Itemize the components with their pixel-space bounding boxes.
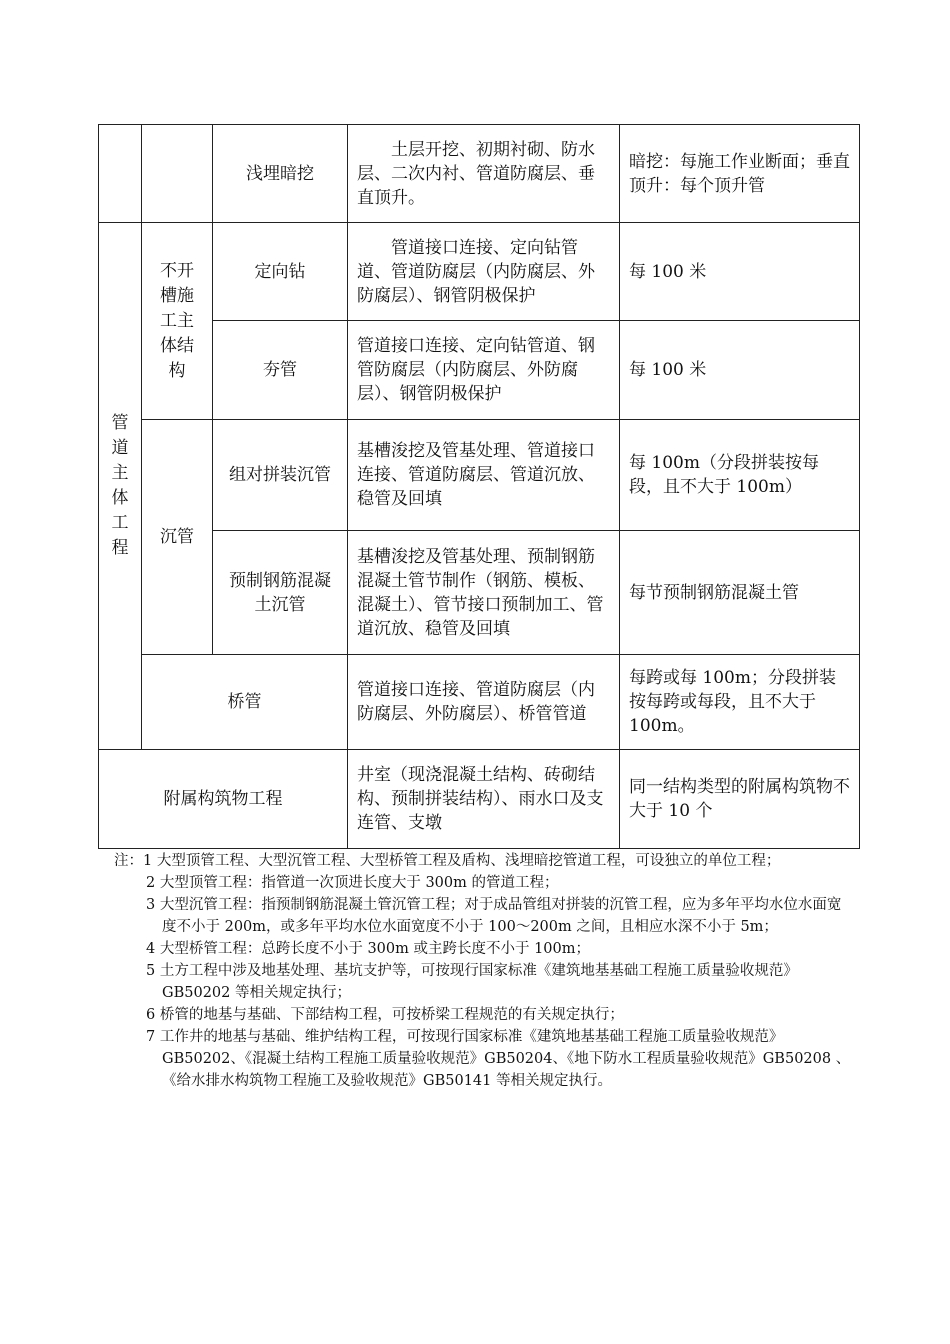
group-sinking-cell: 沉管 — [142, 420, 213, 655]
empty-cell — [99, 125, 142, 223]
item-cell: 夯管 — [213, 321, 348, 420]
item-cell: 浅埋暗挖 — [213, 125, 348, 223]
batch-cell: 每跨或每 100m；分段拼装按每跨或每段，且不大于 100m。 — [620, 655, 860, 750]
acceptance-table — [98, 124, 860, 849]
note-6: 6 桥管的地基与基础、下部结构工程，可按桥梁工程规范的有关规定执行； — [146, 1007, 624, 1023]
note-1: 注：1 大型顶管工程、大型沉管工程、大型桥管工程及盾构、浅埋暗挖管道工程，可设独立的单位工程； — [114, 853, 781, 869]
group-main-label: 管道主体工程 — [111, 413, 129, 558]
table-row — [99, 223, 860, 321]
item-cell: 组对拼装沉管 — [213, 420, 348, 531]
table-row — [99, 655, 860, 750]
content-cell: 井室（现浇混凝土结构、砖砌结构、预制拼装结构）、雨水口及支连管、支墩 — [348, 750, 620, 849]
item-cell: 附属构筑物工程 — [99, 750, 348, 849]
table-row — [99, 321, 860, 420]
note-4: 4 大型桥管工程：总跨长度不小于 300m 或主跨长度不小于 100m； — [146, 941, 591, 957]
table-notes — [114, 850, 854, 1092]
batch-cell: 暗挖：每施工作业断面；垂直顶升：每个顶升管 — [620, 125, 860, 223]
batch-cell: 同一结构类型的附属构筑物不大于 10 个 — [620, 750, 860, 849]
batch-cell: 每 100m（分段拼装按每段，且不大于 100m） — [620, 420, 860, 531]
content-cell: 基槽浚挖及管基处理、管道接口连接、管道防腐层、管道沉放、稳管及回填 — [348, 420, 620, 531]
content-cell: 管道接口连接、定向钻管道、管道防腐层（内防腐层、外防腐层）、钢管阴极保护 — [348, 223, 620, 321]
content-cell: 土层开挖、初期衬砌、防水层、二次内衬、管道防腐层、垂直顶升。 — [348, 125, 620, 223]
group-main-cell — [99, 223, 142, 750]
table-row — [99, 420, 860, 531]
group-trenchless-cell — [142, 223, 213, 420]
content-cell: 管道接口连接、定向钻管道、钢管防腐层（内防腐层、外防腐层）、钢管阴极保护 — [348, 321, 620, 420]
content-cell: 基槽浚挖及管基处理、预制钢筋混凝土管节制作（钢筋、模板、混凝土）、管节接口预制加工、管道沉放、稳管及回填 — [348, 531, 620, 655]
empty-cell — [142, 125, 213, 223]
table-row — [99, 531, 860, 655]
batch-cell: 每 100 米 — [620, 321, 860, 420]
table-row — [99, 125, 860, 223]
item-cell: 桥管 — [142, 655, 348, 750]
item-cell: 定向钻 — [213, 223, 348, 321]
note-2: 2 大型顶管工程：指管道一次顶进长度大于 300m 的管道工程； — [146, 875, 559, 891]
content-cell: 管道接口连接、管道防腐层（内防腐层、外防腐层）、桥管管道 — [348, 655, 620, 750]
note-5: 5 土方工程中涉及地基处理、基坑支护等，可按现行国家标准《建筑地基基础工程施工质量验收规范》GB50202 等相关规定执行； — [146, 963, 798, 1001]
item-cell: 预制钢筋混凝土沉管 — [213, 531, 348, 655]
batch-cell: 每节预制钢筋混凝土管 — [620, 531, 860, 655]
batch-cell: 每 100 米 — [620, 223, 860, 321]
note-3: 3 大型沉管工程：指预制钢筋混凝土管沉管工程；对于成品管组对拼装的沉管工程，应为多年平均水位水面宽度不小于 200m，或多年平均水位水面宽度不小于 100～200m 之间，且相应水深不小于 5m； — [146, 897, 842, 935]
table-row — [99, 750, 860, 849]
group-trenchless-label: 不开槽施工主体结构 — [160, 260, 194, 381]
note-7: 7 工作井的地基与基础、维护结构工程，可按现行国家标准《建筑地基基础工程施工质量验收规范》GB50202、《混凝土结构工程施工质量验收规范》GB50204、《地下防水工程质量验收规范》GB50208 、《给水排水构筑物工程施工及验收规范》GB50141 等相关规定执行。 — [146, 1029, 851, 1089]
